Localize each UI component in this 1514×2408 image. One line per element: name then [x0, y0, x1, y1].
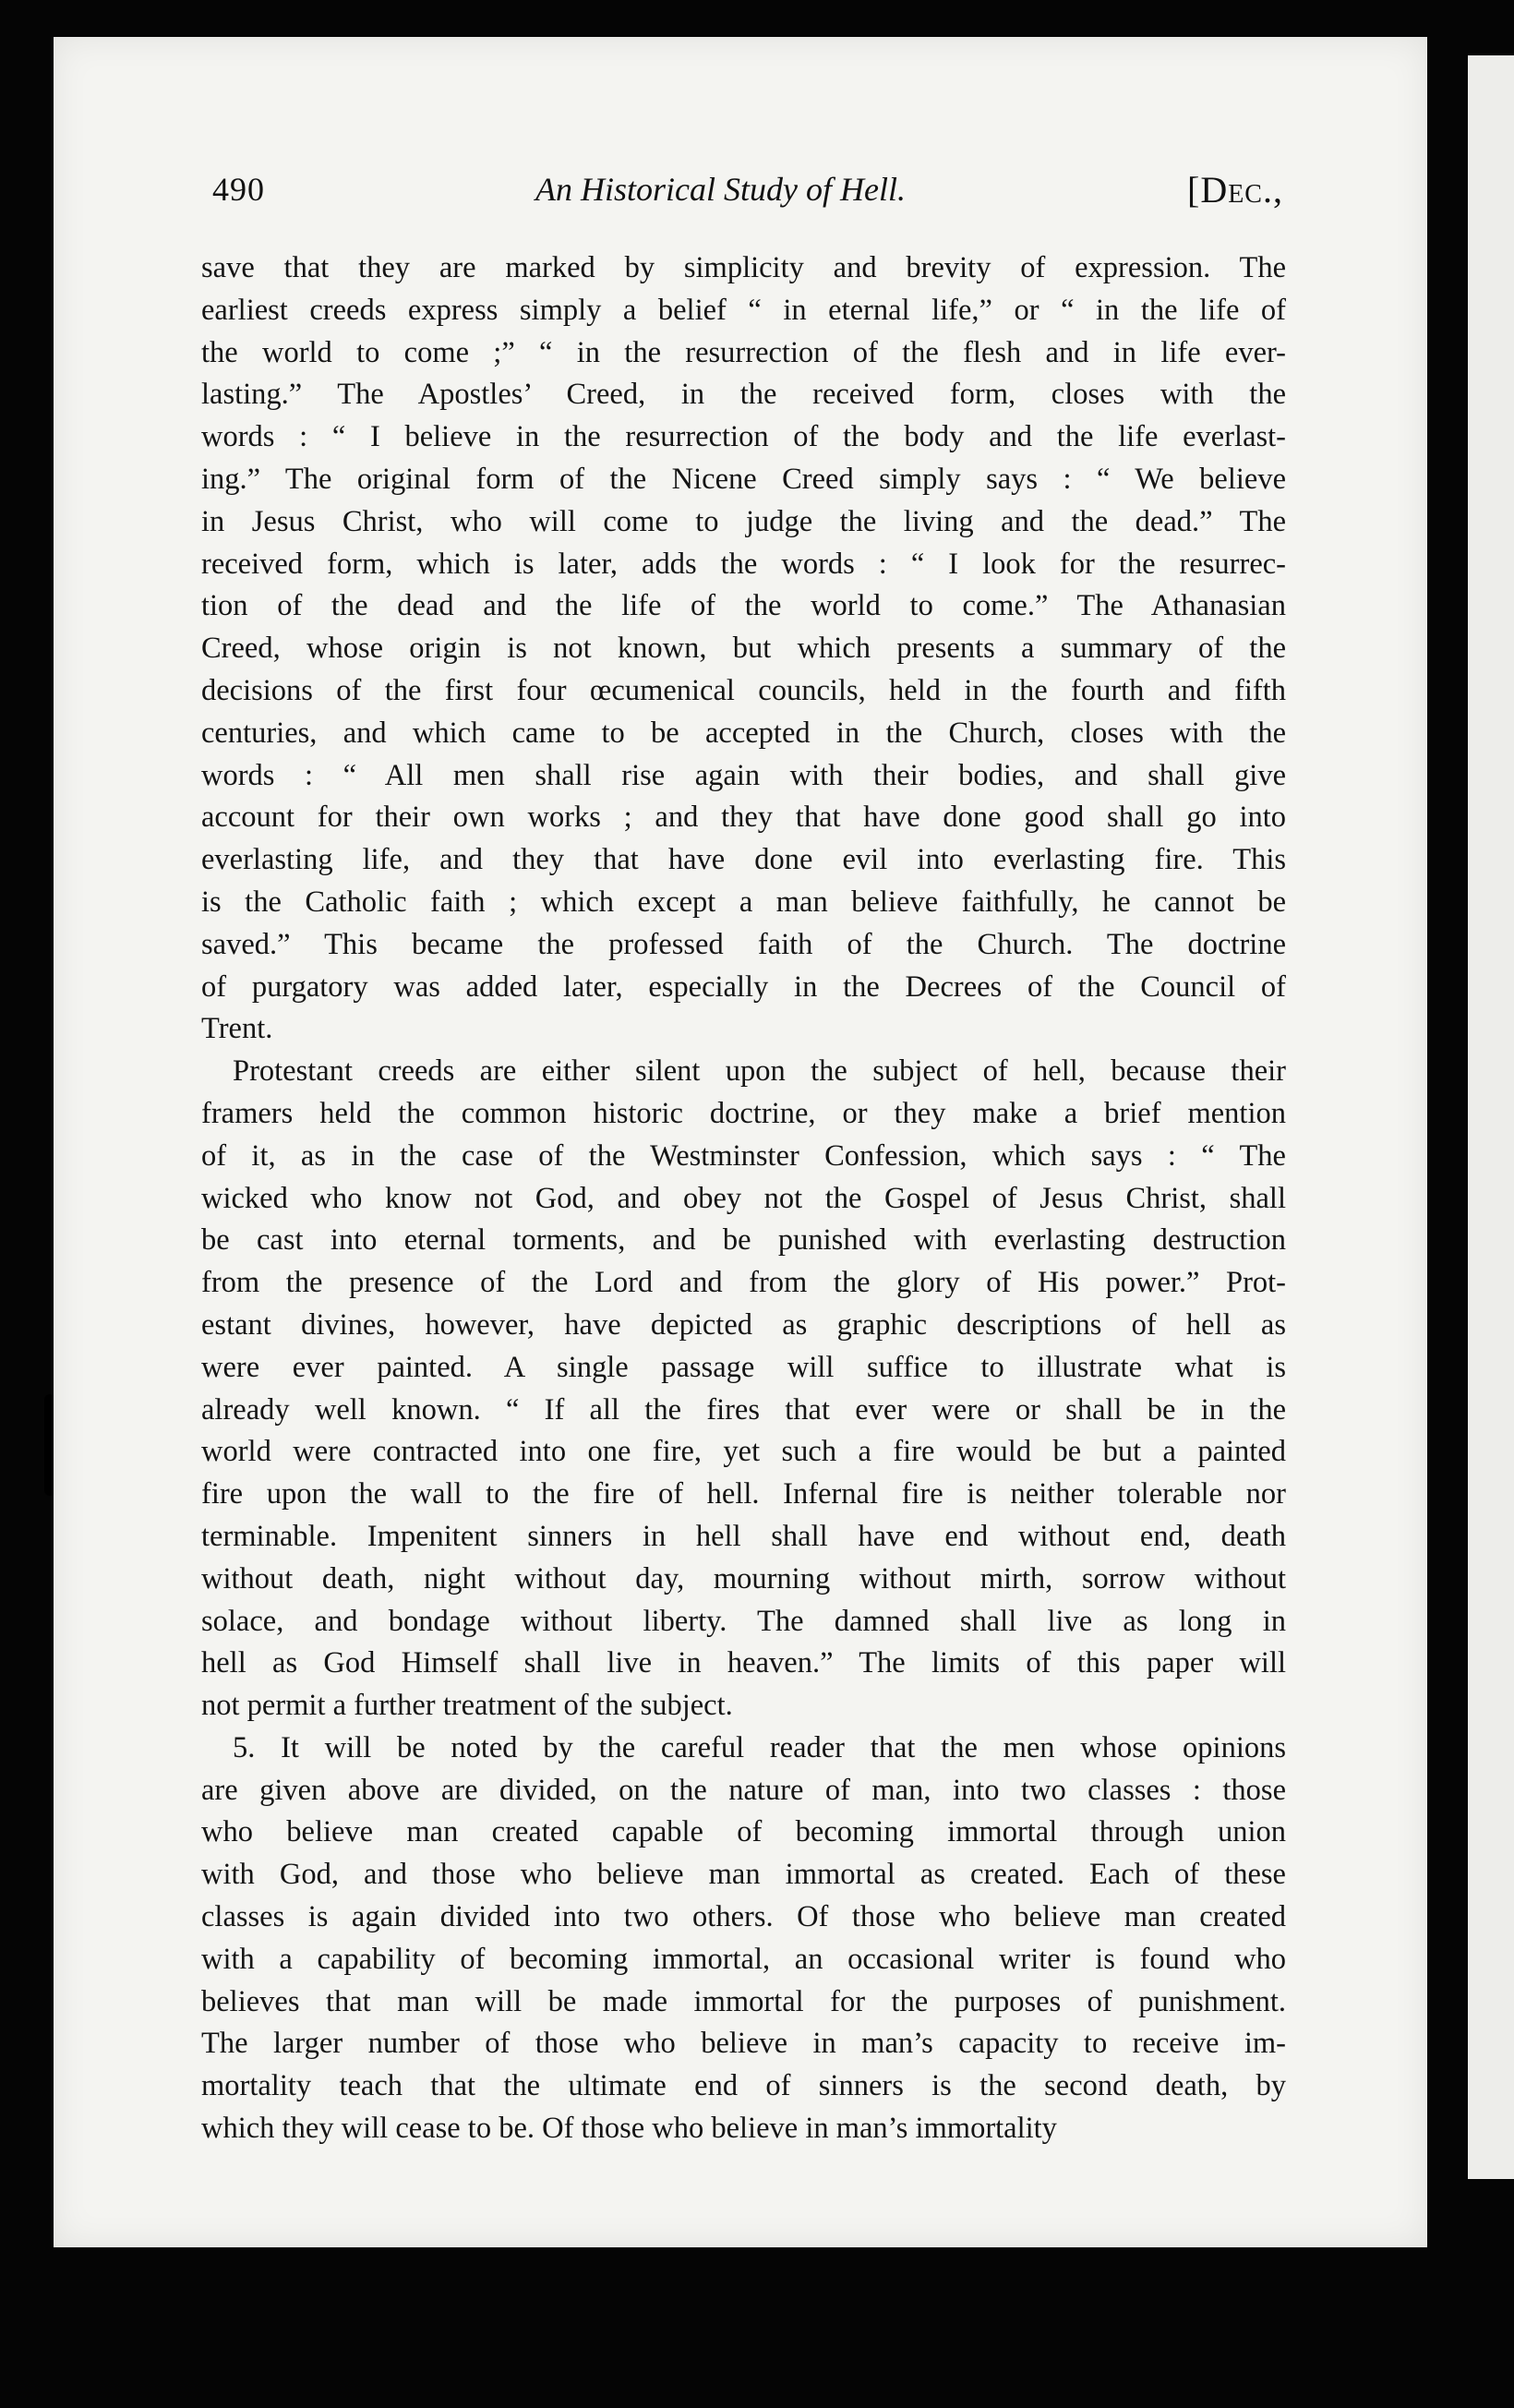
text-line: not permit a further treatment of the subject. [201, 1689, 733, 1723]
text-line: solace, and bondage without liberty. The damned shall live as long in [201, 1604, 1286, 1638]
page-number: 490 [212, 171, 265, 208]
text-line: wicked who know not God, and obey not the Gospel of Jesus Christ, shall [201, 1181, 1286, 1215]
text-line: which they will cease to be. Of those who believe in man’s immortality [201, 2112, 1057, 2146]
text-line: the world to come ;” “ in the resurrection of the flesh and in life ever- [201, 335, 1286, 369]
text-line: believes that man will be made immortal for the purposes of punishment. [201, 1984, 1286, 2018]
text-line: everlasting life, and they that have done evil into everlasting fire. This [201, 843, 1286, 877]
text-line: fire upon the wall to the fire of hell. Infernal fire is neither tolerable nor [201, 1477, 1286, 1511]
text-line: of purgatory was added later, especially in the Decrees of the Council of [201, 969, 1286, 1004]
text-line: words : “ All men shall rise again with their bodies, and shall give [201, 758, 1286, 792]
text-line: The larger number of those who believe in man’s capacity to receive im- [201, 2027, 1286, 2061]
text-line: be cast into eternal torments, and be punished with everlasting destruction [201, 1223, 1286, 1258]
text-line: already well known. “ If all the fires that ever were or shall be in the [201, 1392, 1286, 1427]
body-text [201, 247, 1286, 2150]
text-line: world were contracted into one fire, yet such a fire would be but a painted [201, 1435, 1286, 1469]
text-line: estant divines, however, have depicted as graphic descriptions of hell as [201, 1307, 1286, 1342]
text-line: in Jesus Christ, who will come to judge the living and the dead.” The [201, 504, 1286, 538]
text-line: from the presence of the Lord and from the glory of His power.” Prot- [201, 1266, 1286, 1300]
paragraph [201, 1051, 1286, 1728]
text-line: is the Catholic faith ; which except a man believe faithfully, he cannot be [201, 885, 1286, 919]
text-line: with God, and those who believe man immortal as created. Each of these [201, 1858, 1286, 1892]
text-line: who believe man created capable of becoming immortal through union [201, 1815, 1286, 1849]
text-line: of it, as in the case of the Westminster Confession, which says : “ The [201, 1138, 1286, 1173]
text-line: hell as God Himself shall live in heaven.” The limits of this paper will [201, 1646, 1286, 1680]
text-line: saved.” This became the professed faith of the Church. The doctrine [201, 927, 1286, 961]
text-line: Protestant creeds are either silent upon the subject of hell, because their [233, 1054, 1286, 1089]
text-line: lasting.” The Apostles’ Creed, in the received form, closes with the [201, 378, 1286, 412]
text-line: are given above are divided, on the nature of man, into two classes : those [201, 1773, 1286, 1807]
text-line: save that they are marked by simplicity and brevity of expression. The [201, 251, 1286, 284]
text-line: account for their own works ; and they that have done good shall go into [201, 801, 1286, 835]
text-line: framers held the common historic doctrine, or they make a brief mention [201, 1096, 1286, 1130]
running-title: An Historical Study of Hell. [535, 171, 906, 208]
text-line: were ever painted. A single passage will suffice to illustrate what is [201, 1350, 1286, 1384]
text-line: Trent. [201, 1012, 273, 1046]
next-page-edge [1468, 55, 1514, 2179]
text-line: with a capability of becoming immortal, an occasional writer is found who [201, 1942, 1286, 1976]
text-line: centuries, and which came to be accepted in the Church, closes with the [201, 716, 1286, 750]
text-line: without death, night without day, mourning without mirth, sorrow without [201, 1561, 1286, 1595]
text-line: classes is again divided into two others. Of those who believe man created [201, 1900, 1286, 1934]
page-header [212, 164, 1283, 229]
text-line: tion of the dead and the life of the world to come.” The Athanasian [201, 589, 1286, 623]
text-line: Creed, whose origin is not known, but which presents a summary of the [201, 632, 1286, 666]
text-line: terminable. Impenitent sinners in hell shall have end without end, death [201, 1519, 1286, 1553]
text-line: received form, which is later, adds the words : “ I look for the resurrec- [201, 547, 1286, 581]
running-date: [Dec., [1187, 169, 1283, 211]
text-line: 5. It will be noted by the careful reader that the men whose opinions [233, 1730, 1286, 1764]
text-line: decisions of the first four œcumenical councils, held in the fourth and fifth [201, 673, 1286, 707]
text-line: ing.” The original form of the Nicene Creed simply says : “ We believe [201, 462, 1286, 496]
paragraph [201, 1728, 1286, 2150]
text-line: earliest creeds express simply a belief “ in eternal life,” or “ in the life of [201, 293, 1286, 327]
text-line: words : “ I believe in the resurrection of the body and the life everlast- [201, 420, 1286, 454]
paragraph [201, 247, 1286, 1051]
text-line: mortality teach that the ultimate end of sinners is the second death, by [201, 2069, 1286, 2103]
